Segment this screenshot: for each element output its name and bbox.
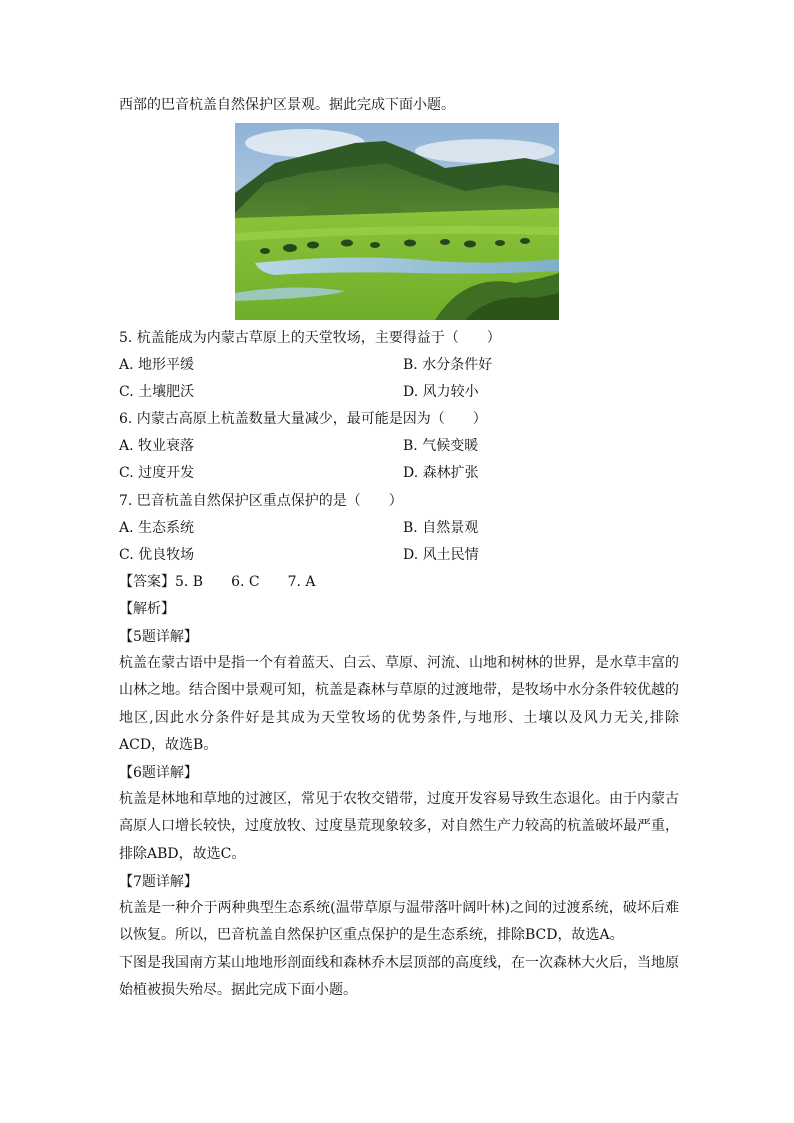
question-7-option-c: C. 优良牧场 <box>119 547 195 563</box>
explanation-5-heading: 【5题详解】 <box>119 629 198 645</box>
question-7-option-a: A. 生态系统 <box>119 520 195 536</box>
explanation-5-text: 杭盖在蒙古语中是指一个有着蓝天、白云、草原、河流、山地和树林的世界，是水草丰富的山林之地。结合图中景观可知，杭盖是森林与草原的过渡地带，是牧场中水分条件较优越的地区,因此水分条件好是其成为天堂牧场的优势条件,与地形、土壤以及风力无关,排除ACD，故选B。 <box>119 655 679 753</box>
answer-line: 【答案】5. B 6. C 7. A <box>119 574 316 590</box>
question-6-option-d: D. 森林扩张 <box>403 465 479 481</box>
question-6-stem: 6. 内蒙古高原上杭盖数量大量减少，最可能是因为（ ） <box>119 411 487 427</box>
explanation-6-heading: 【6题详解】 <box>119 765 198 781</box>
question-5-stem: 5. 杭盖能成为内蒙古草原上的天堂牧场，主要得益于（ ） <box>119 330 501 346</box>
explanation-6-text: 杭盖是林地和草地的过渡区，常见于农牧交错带，过度开发容易导致生态退化。由于内蒙古高原人口增长较快，过度放牧、过度垦荒现象较多，对自然生产力较高的杭盖破坏最严重，排除ABD，故选C。 <box>119 791 679 862</box>
question-5-option-c: C. 土壤肥沃 <box>119 384 195 400</box>
next-intro-text: 下图是我国南方某山地地形剖面线和森林乔木层顶部的高度线，在一次森林大火后，当地原始植被损失殆尽。据此完成下面小题。 <box>119 955 679 999</box>
explanation-7-text: 杭盖是一种介于两种典型生态系统(温带草原与温带落叶阔叶林)之间的过渡系统，破坏后难以恢复。所以，巴音杭盖自然保护区重点保护的是生态系统，排除BCD，故选A。 <box>119 900 679 944</box>
question-7-stem: 7. 巴音杭盖自然保护区重点保护的是（ ） <box>119 493 403 509</box>
question-5-option-a: A. 地形平缓 <box>119 357 195 373</box>
question-6-option-a: A. 牧业衰落 <box>119 438 195 454</box>
question-7-option-b: B. 自然景观 <box>403 520 479 536</box>
question-7-option-d: D. 风土民情 <box>403 547 479 563</box>
question-5-option-d: D. 风力较小 <box>403 384 479 400</box>
question-5-option-b: B. 水分条件好 <box>403 357 493 373</box>
question-6-option-b: B. 气候变暖 <box>403 438 479 454</box>
question-6-option-c: C. 过度开发 <box>119 465 195 481</box>
landscape-photo <box>235 123 559 320</box>
explanation-7-heading: 【7题详解】 <box>119 874 198 890</box>
analysis-heading: 【解析】 <box>119 601 175 617</box>
intro-text: 西部的巴音杭盖自然保护区景观。据此完成下面小题。 <box>119 97 455 113</box>
